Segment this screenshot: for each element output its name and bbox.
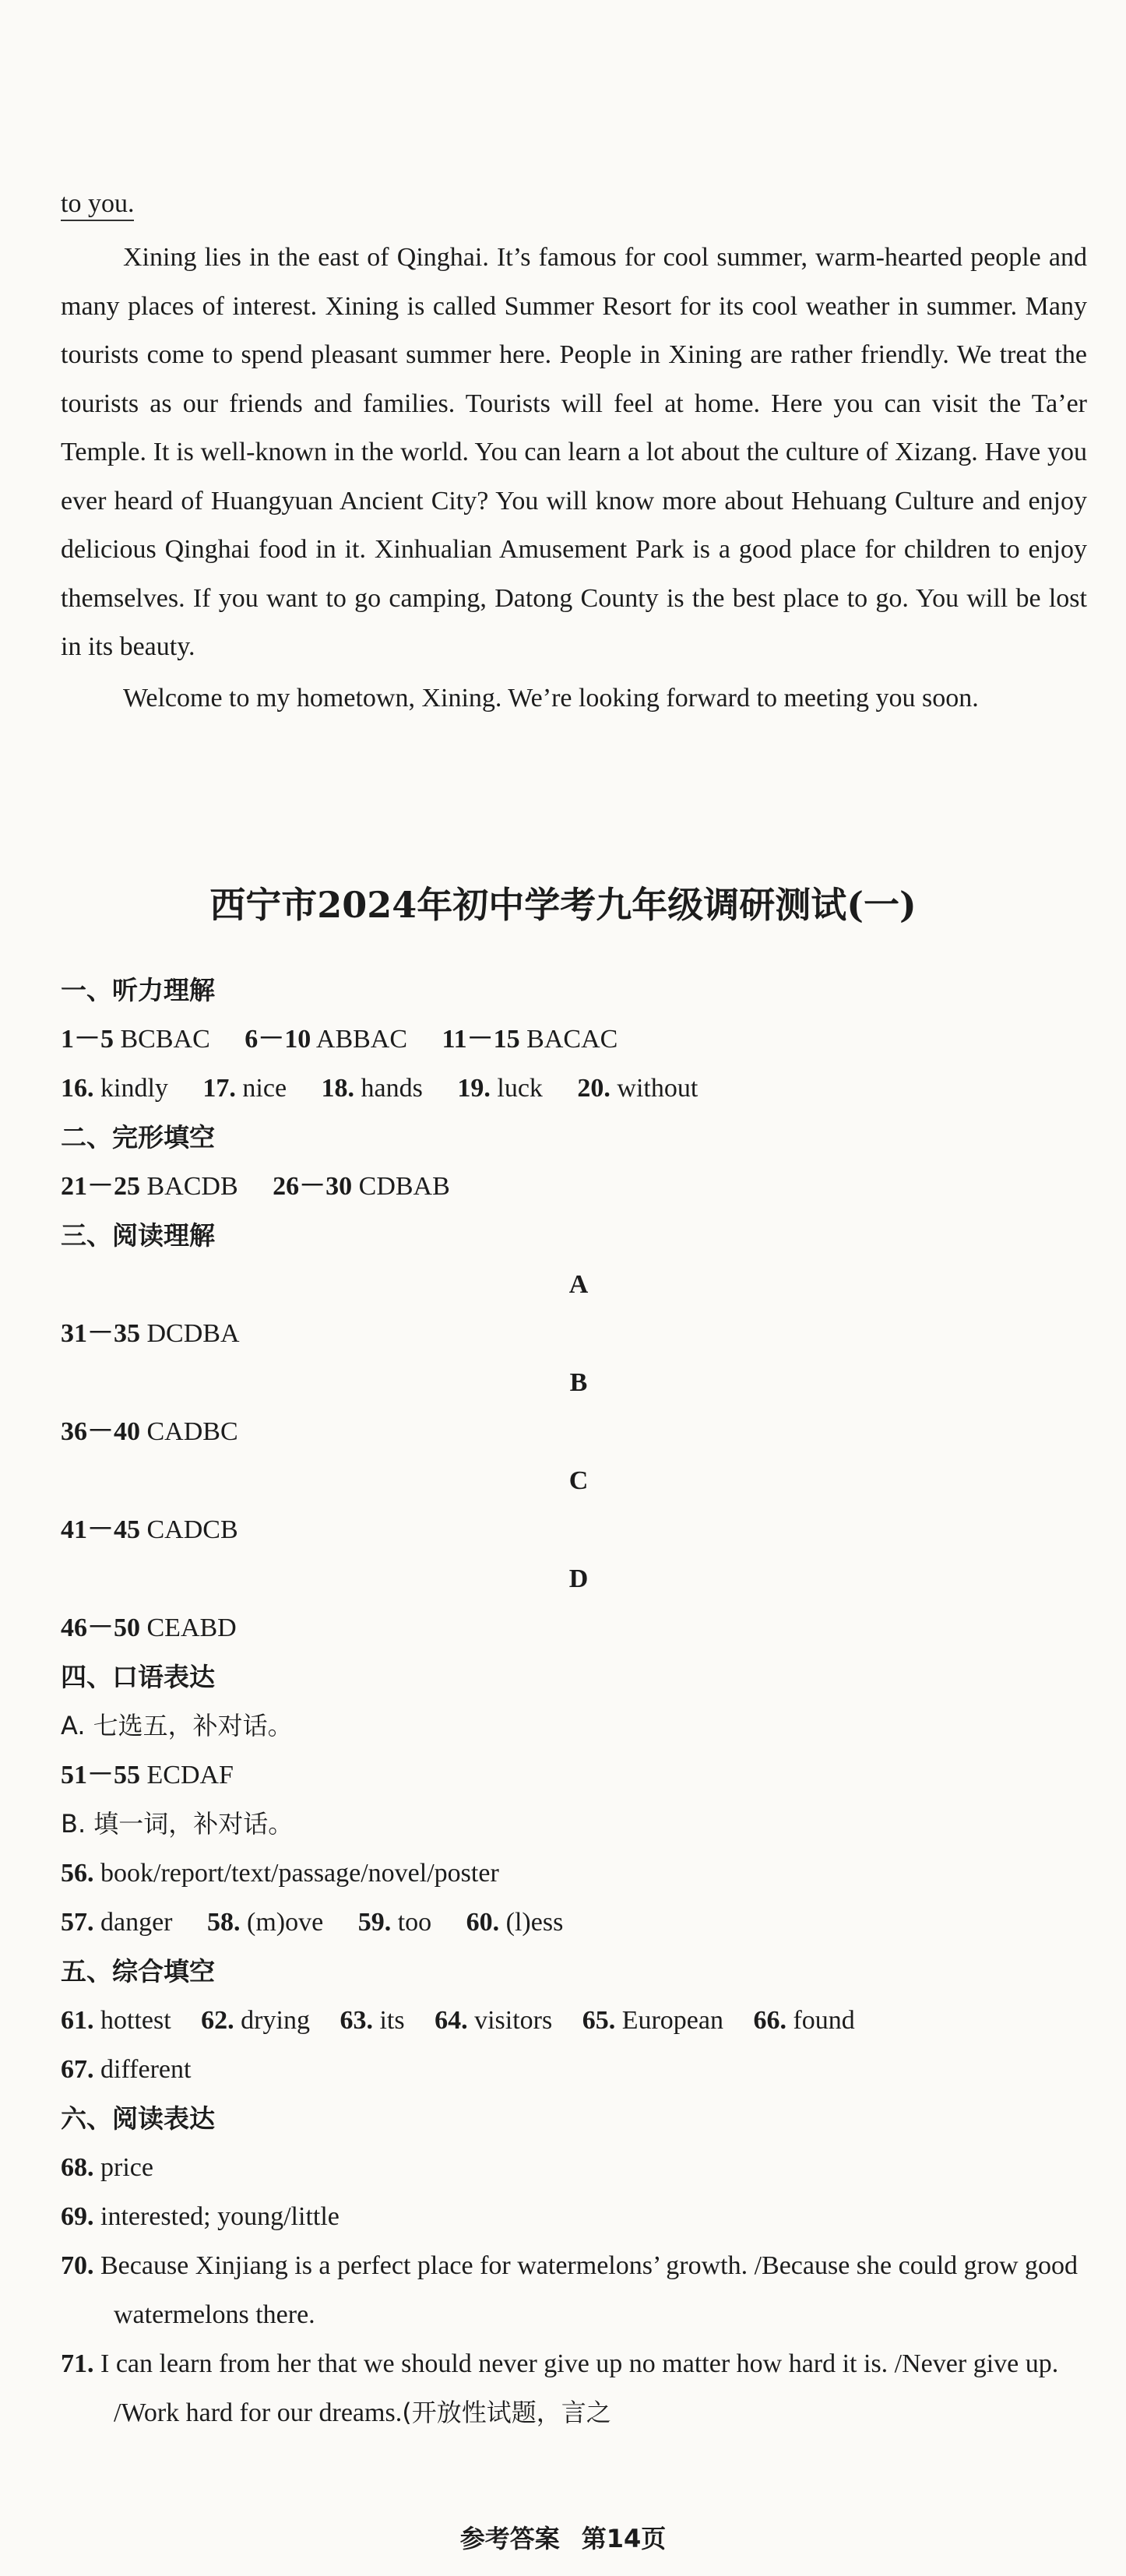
answer-row xyxy=(61,1162,1096,1211)
question-range: 11－15 xyxy=(442,1025,520,1054)
answer-text: without xyxy=(617,1074,698,1103)
answer-row xyxy=(61,2192,1096,2241)
question-number: 66. xyxy=(753,2006,786,2035)
question-number: 57. xyxy=(61,1908,94,1937)
question-number: 59. xyxy=(357,1908,392,1937)
question-number: 70. xyxy=(61,2251,94,2280)
question-range: 46－50 xyxy=(61,1614,140,1642)
answer-row xyxy=(61,1309,1096,1358)
section-heading: 三、阅读理解 xyxy=(61,1220,215,1251)
question-range: 51－55 xyxy=(61,1761,140,1789)
answer-text: (l)ess xyxy=(505,1908,564,1937)
question-number: 68. xyxy=(61,2153,94,2182)
answer-text: CDBAB xyxy=(358,1172,450,1201)
answer-text: CEABD xyxy=(146,1614,237,1642)
answer-text: I can learn from her that we should never give up no matter how hard it is. /Never give up. /Work hard for our dreams. xyxy=(100,2349,1059,2427)
question-range: 41－45 xyxy=(61,1515,140,1544)
answer-text: hottest xyxy=(100,2006,171,2035)
question-number: 71. xyxy=(61,2349,94,2378)
test-title: 西宁市2024年初中学考九年级调研测试(一) xyxy=(209,884,917,926)
question-number: 65. xyxy=(582,2006,616,2035)
passage-label: B xyxy=(569,1368,588,1397)
question-number: 56. xyxy=(61,1859,94,1888)
essay-first-line: to you. xyxy=(61,189,134,221)
subsection-note: B. 填一词，补对话。 xyxy=(61,1809,294,1839)
answer-text: European xyxy=(621,2006,723,2035)
answer-text: different xyxy=(100,2055,192,2084)
essay-paragraph: Welcome to my hometown, Xining. We’re looking forward to meeting you soon. xyxy=(123,683,979,713)
open-question-note: (开放性试题，言之 xyxy=(402,2398,611,2427)
question-number: 64. xyxy=(435,2006,468,2035)
answer-text: too xyxy=(397,1908,432,1937)
answer-row xyxy=(61,1064,1096,1113)
page-footer xyxy=(0,2521,1126,2556)
answer-text: luck xyxy=(497,1074,543,1103)
subsection-note: A. 七选五，补对话。 xyxy=(61,1711,293,1740)
answer-text: (m)ove xyxy=(247,1908,324,1937)
answer-text: visitors xyxy=(474,2006,553,2035)
question-number: 61. xyxy=(61,2006,94,2035)
answer-row xyxy=(61,2339,1096,2437)
question-range: 31－35 xyxy=(61,1319,140,1348)
question-range: 26－30 xyxy=(273,1172,353,1201)
question-number: 62. xyxy=(201,2006,234,2035)
section-heading: 四、口语表达 xyxy=(61,1662,215,1692)
answer-text: BACDB xyxy=(146,1172,238,1201)
answer-text: BACAC xyxy=(526,1025,618,1054)
passage-label: A xyxy=(568,1270,589,1299)
answer-text: book/report/text/passage/novel/poster xyxy=(100,1859,499,1888)
passage-label: C xyxy=(568,1466,589,1495)
answer-text: hands xyxy=(361,1074,423,1103)
question-range: 1－5 xyxy=(61,1025,114,1054)
essay-paragraph: Xining lies in the east of Qinghai. It’s famous for cool summer, warm-hearted people and many places of interest. Xining is called Summer Resort for its cool weather in summer. Many tourists come to spend pleasant summer here. People in Xining are rather friendly. We treat the tourists as our friends and families. Tourists will feel at home. Here you can visit the Ta’er Temple. It is well-known in the world. You can learn a lot about the culture of Xizang. Have you ever heard of Huangyuan Ancient City? You will know more about Hehuang Culture and enjoy delicious Qinghai food in it. Xinhualian Amusement Park is a good place for children to enjoy themselves. If you want to go camping, Datong County is the best place to go. You will be lost in its beauty. xyxy=(61,243,1087,661)
question-range: 21－25 xyxy=(61,1172,140,1201)
answer-row xyxy=(61,1603,1096,1652)
answer-text: CADBC xyxy=(146,1417,238,1446)
answer-text: ABBAC xyxy=(315,1025,408,1054)
answer-text: its xyxy=(379,2006,405,2035)
question-number: 17. xyxy=(202,1074,236,1103)
answer-row xyxy=(61,1996,1096,2045)
answer-text: price xyxy=(100,2153,153,2182)
answer-row xyxy=(61,1898,1096,1947)
answer-row xyxy=(61,1407,1096,1456)
answer-row xyxy=(61,1849,1096,1898)
section-heading: 二、完形填空 xyxy=(61,1122,215,1153)
sample-essay xyxy=(61,234,1087,723)
answer-row xyxy=(61,1505,1096,1554)
essay-continuation xyxy=(61,188,134,220)
answer-row xyxy=(61,2143,1096,2192)
section-heading: 六、阅读表达 xyxy=(61,2103,215,2134)
question-range: 6－10 xyxy=(245,1025,311,1054)
answer-row xyxy=(61,2241,1096,2339)
answer-text: nice xyxy=(242,1074,287,1103)
question-number: 19. xyxy=(457,1074,491,1103)
answer-key xyxy=(61,966,1096,2437)
section-heading: 五、综合填空 xyxy=(61,1956,215,1987)
answer-text: DCDBA xyxy=(146,1319,240,1348)
question-number: 63. xyxy=(340,2006,373,2035)
answer-text: BCBAC xyxy=(120,1025,210,1054)
answer-text: found xyxy=(793,2006,855,2035)
answer-text: Because Xinjiang is a perfect place for watermelons’ growth. /Because she could grow good watermelons there. xyxy=(100,2251,1078,2329)
question-range: 36－40 xyxy=(61,1417,140,1446)
question-number: 67. xyxy=(61,2055,94,2084)
page-number: 第14页 xyxy=(581,2524,667,2553)
question-number: 18. xyxy=(321,1074,355,1103)
question-number: 69. xyxy=(61,2202,94,2231)
answer-row xyxy=(61,1751,1096,1800)
answer-text: interested; young/little xyxy=(100,2202,340,2231)
answer-text: kindly xyxy=(100,1074,168,1103)
answer-text: CADCB xyxy=(146,1515,238,1544)
answer-row xyxy=(61,1015,1096,1064)
question-number: 58. xyxy=(207,1908,241,1937)
answer-text: drying xyxy=(241,2006,310,2035)
answer-text: ECDAF xyxy=(146,1761,234,1789)
answer-text: danger xyxy=(100,1908,173,1937)
footer-label: 参考答案 xyxy=(459,2524,560,2553)
question-number: 60. xyxy=(466,1908,500,1937)
section-heading: 一、听力理解 xyxy=(61,975,215,1005)
question-number: 20. xyxy=(577,1074,611,1103)
question-number: 16. xyxy=(61,1074,94,1103)
answer-row xyxy=(61,2045,1096,2094)
passage-label: D xyxy=(568,1564,589,1593)
